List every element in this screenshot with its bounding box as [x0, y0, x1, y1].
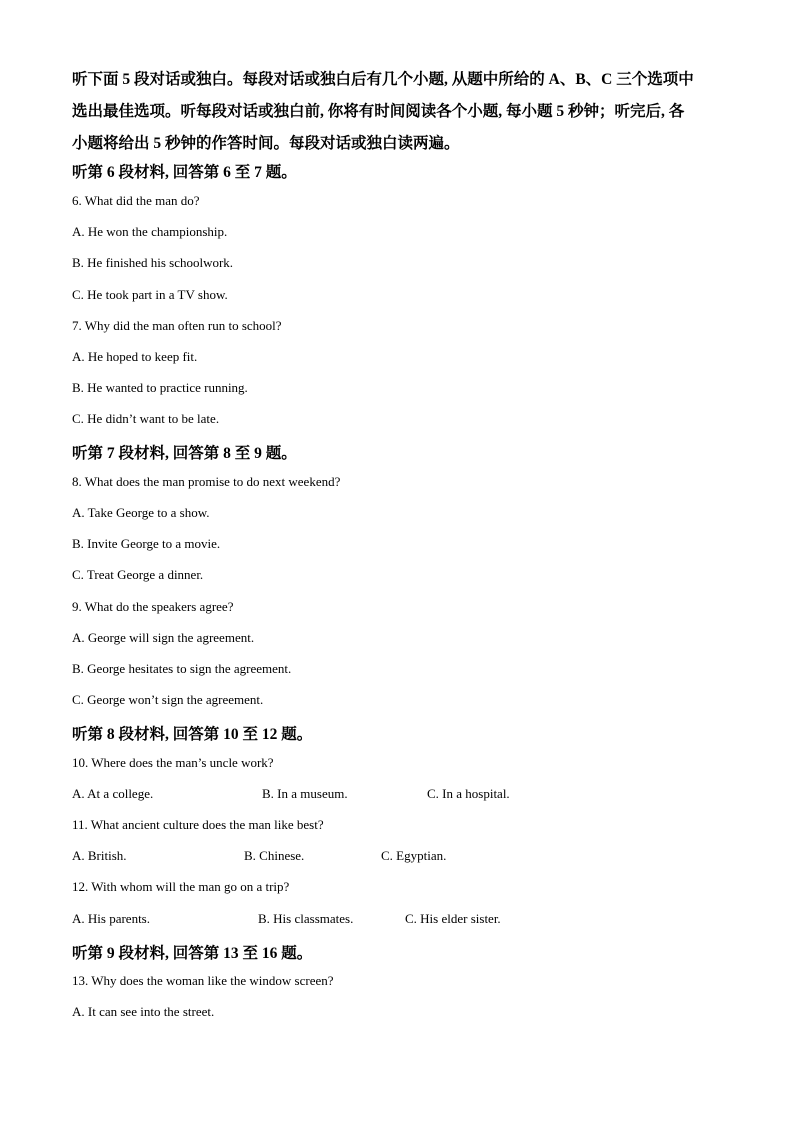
option-10c: C. In a hospital. [427, 786, 510, 801]
question-13: 13. Why does the woman like the window screen? [72, 973, 334, 988]
option-10b: B. In a museum. [262, 786, 348, 801]
section-heading: 听第 9 段材料, 回答第 13 至 16 题。 [72, 945, 313, 962]
option-11c: C. Egyptian. [381, 848, 447, 863]
option-9a: A. George will sign the agreement. [72, 630, 255, 645]
option-6a: A. He won the championship. [72, 224, 228, 239]
option-11a: A. British. [72, 848, 127, 863]
option-7b: B. He wanted to practice running. [72, 380, 248, 395]
option-12c: C. His elder sister. [405, 911, 501, 926]
option-10a: A. At a college. [72, 786, 154, 801]
section-heading: 听第 6 段材料, 回答第 6 至 7 题。 [72, 164, 297, 181]
instructions [72, 64, 732, 160]
option-8b: B. Invite George to a movie. [72, 536, 221, 551]
option-8a: A. Take George to a show. [72, 505, 210, 520]
option-7c: C. He didn’t want to be late. [72, 411, 220, 426]
question-9: 9. What do the speakers agree? [72, 599, 234, 614]
instructions-line: 选出最佳选项。听每段对话或独白前, 你将有时间阅读各个小题, 每小题 5 秒钟；听完后, 各 [72, 103, 685, 120]
option-13a: A. It can see into the street. [72, 1004, 215, 1019]
question-7: 7. Why did the man often run to school? [72, 318, 282, 333]
question-10: 10. Where does the man’s uncle work? [72, 755, 274, 770]
option-9b: B. George hesitates to sign the agreement. [72, 661, 292, 676]
question-11: 11. What ancient culture does the man like best? [72, 817, 324, 832]
option-6c: C. He took part in a TV show. [72, 287, 228, 302]
option-7a: A. He hoped to keep fit. [72, 349, 198, 364]
instructions-line: 听下面 5 段对话或独白。每段对话或独白后有几个小题, 从题中所给的 A、B、C 三个选项中 [72, 71, 694, 88]
question-8: 8. What does the man promise to do next weekend? [72, 474, 341, 489]
option-12a: A. His parents. [72, 911, 150, 926]
section-heading: 听第 7 段材料, 回答第 8 至 9 题。 [72, 445, 297, 462]
option-9c: C. George won’t sign the agreement. [72, 692, 264, 707]
option-8c: C. Treat George a dinner. [72, 567, 204, 582]
instructions-line: 小题将给出 5 秒钟的作答时间。每段对话或独白读两遍。 [72, 135, 460, 152]
option-6b: B. He finished his schoolwork. [72, 255, 234, 270]
section-heading: 听第 8 段材料, 回答第 10 至 12 题。 [72, 726, 313, 743]
option-12b: B. His classmates. [258, 911, 354, 926]
question-6: 6. What did the man do? [72, 193, 200, 208]
option-11b: B. Chinese. [244, 848, 305, 863]
question-12: 12. With whom will the man go on a trip? [72, 879, 290, 894]
